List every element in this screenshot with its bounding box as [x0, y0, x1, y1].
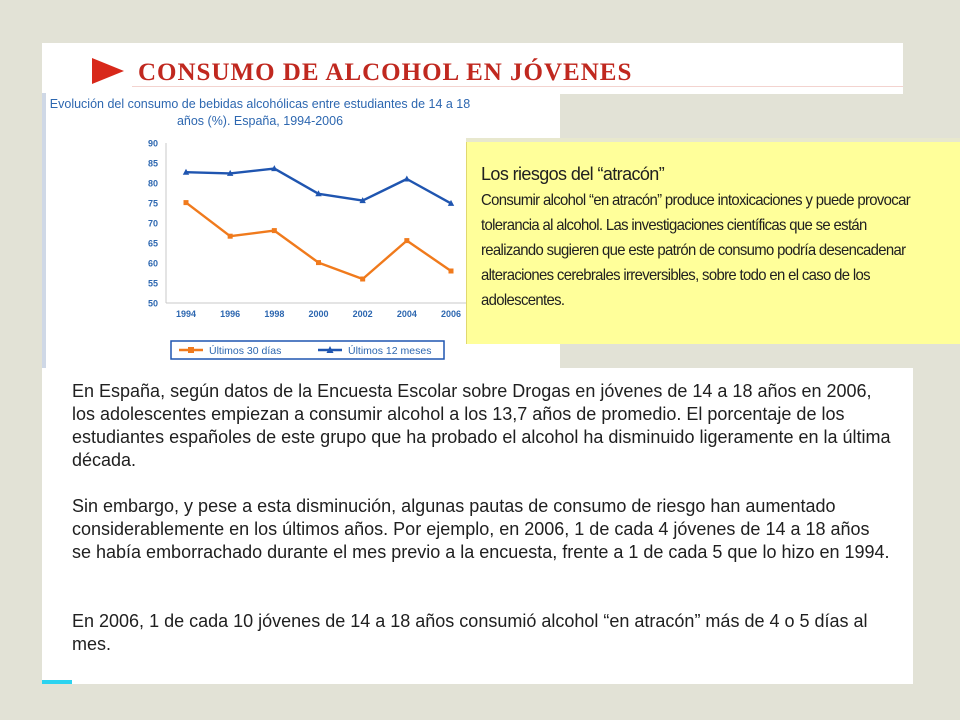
y-tick-label: 80 — [147, 178, 158, 189]
y-tick-label: 90 — [147, 138, 158, 149]
y-tick-label: 75 — [147, 198, 158, 209]
y-tick-label: 85 — [147, 158, 158, 169]
y-tick-label: 70 — [147, 218, 158, 229]
y-tick-label: 50 — [147, 298, 158, 309]
title-banner — [42, 43, 903, 93]
x-tick-label: 1994 — [175, 309, 197, 319]
legend-label: Últimos 30 días — [209, 345, 282, 357]
atracon-note — [466, 142, 960, 344]
y-tick-label: 55 — [147, 278, 158, 289]
series-line-2 — [186, 169, 451, 204]
play-arrow-icon — [92, 58, 124, 84]
chart-title-line2: años (%). España, 1994-2006 — [176, 114, 344, 128]
legend-label: Últimos 12 meses — [348, 345, 432, 357]
data-point — [404, 176, 410, 182]
chart-title-line1: Evolución del consumo de bebidas alcohólicas entre estudiantes de 14 a 18 — [49, 97, 471, 111]
series-line-1 — [186, 203, 451, 279]
data-point — [449, 269, 454, 274]
x-tick-label: 2000 — [308, 309, 329, 319]
accent-bar — [42, 680, 72, 684]
paragraph-1: En España, según datos de la Encuesta Escolar sobre Drogas en jóvenes de 14 a 18 años en 2006, los adolescentes empiezan a consumir alcohol a los 13,7 años de promedio. El porcentaje de los estudiantes españoles de este grupo que ha probado el alcohol ha disminuido ligeramente en la última década. — [72, 381, 891, 470]
data-point — [360, 277, 365, 282]
y-tick-label: 65 — [147, 238, 158, 249]
x-tick-label: 1996 — [220, 309, 241, 319]
note-body: Consumir alcohol “en atracón” produce intoxicaciones y puede provocar tolerancia al alcohol. Las investigaciones científicas que se están realizando sugieren que este patrón de consumo podría desencadenar alteraciones cerebrales irreversibles, sobre todo en el caso de los adolescentes. — [481, 192, 911, 309]
text-panel — [42, 368, 913, 684]
legend-swatch-marker — [188, 347, 194, 353]
paragraph-2: Sin embargo, y pese a esta disminución, algunas pautas de consumo de riesgo han aumentado considerablemente en los últimos años. Por ejemplo, en 2006, 1 de cada 4 jóvenes de 14 a 18 años se había emborrachado durante el mes previo a la encuesta, frente a 1 de cada 5 que lo hizo en 1994. — [72, 496, 890, 562]
note-heading: Los riesgos del “atracón” — [481, 164, 665, 184]
x-tick-label: 2004 — [396, 309, 417, 319]
x-tick-label: 1998 — [264, 309, 285, 319]
data-point — [316, 260, 321, 265]
paragraph-3: En 2006, 1 de cada 10 jóvenes de 14 a 18 años consumió alcohol “en atracón” más de 4 o 5 días al mes. — [72, 611, 868, 654]
page-title: CONSUMO DE ALCOHOL EN JÓVENES — [138, 59, 633, 86]
data-point — [272, 228, 277, 233]
data-point — [184, 200, 189, 205]
x-tick-label: 2002 — [352, 309, 373, 319]
y-tick-label: 60 — [147, 258, 158, 269]
chart-legend — [171, 341, 444, 359]
x-tick-label: 2006 — [440, 309, 462, 319]
data-point — [404, 238, 409, 243]
data-point — [228, 234, 233, 239]
